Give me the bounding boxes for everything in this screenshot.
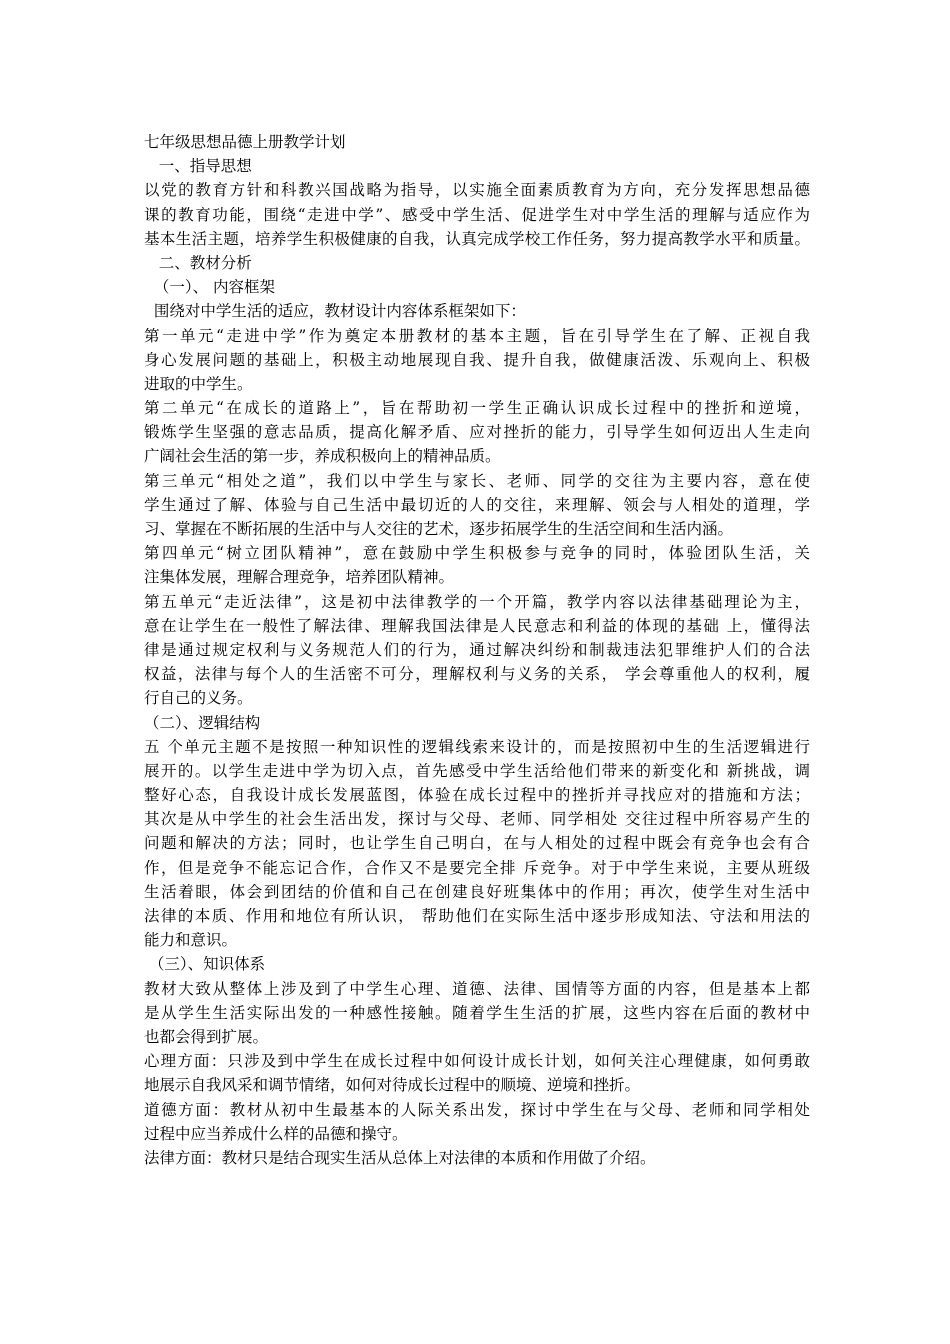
paragraph-line: 展开的。以学生走进中学为切入点，首先感受中学生活给他们带来的新变化和 新挑战，调 <box>144 761 810 780</box>
paragraph-line: 行自己的义务。 <box>144 689 253 708</box>
paragraph-line: 注集体发展，理解合理竞争，培养团队精神。 <box>144 568 455 587</box>
paragraph-line: 律是通过规定权利与义务规范人们的行为，通过解决纠纷和制裁违法犯罪维护人们的合法 <box>144 640 810 659</box>
paragraph-line: 作，但是竞争不能忘记合作，合作又不是要完全排 斥竞争。对于中学生来说，主要从班级 <box>144 858 810 877</box>
document-body <box>144 130 810 1170</box>
paragraph-line: 进取的中学生。 <box>144 374 253 393</box>
paragraph-line: 第三单元“相处之道”，我们以中学生与家长、老师、同学的交往为主要内容，意在使 <box>144 471 810 490</box>
paragraph-line: 五 个单元主题不是按照一种知识性的逻辑线索来设计的，而是按照初中生的生活逻辑进行 <box>144 737 810 756</box>
paragraph-line: 生活着眼，体会到团结的价值和自己在创建良好班集体中的作用；再次，使学生对生活中 <box>144 882 810 901</box>
paragraph-line: 权益，法律与每个人的生活密不可分，理解权利与义务的关系， 学会尊重他人的权利，履 <box>144 665 810 684</box>
paragraph-line: 心理方面：只涉及到中学生在成长过程中如何设计成长计划，如何关注心理健康，如何勇敢 <box>144 1052 810 1071</box>
paragraph-line: 意在让学生在一般性了解法律、理解我国法律是人民意志和利益的体现的基础 上，懂得法 <box>144 616 810 635</box>
section-heading: 二、教材分析 <box>144 253 252 272</box>
document-title: 七年级思想品德上册教学计划 <box>144 133 346 151</box>
paragraph-line: 问题和解决的方法；同时，也让学生自己明白，在与人相处的过程中既会有竞争也会有合 <box>144 834 810 853</box>
paragraph-line: 锻炼学生坚强的意志品质，提高化解矛盾、应对挫折的能力，引导学生如何迈出人生走向 <box>144 423 810 442</box>
paragraph-line: 第一单元“走进中学”作为奠定本册教材的基本主题，旨在引导学生在了解、正视自我 <box>144 326 810 345</box>
paragraph-line: 是从学生生活实际出发的一种感性接触。随着学生生活的扩展，这些内容在后面的教材中 <box>144 1003 810 1022</box>
paragraph-line: 其次是从中学生的社会生活出发，探讨与父母、老师、同学相处 交往过程中所容易产生的 <box>144 810 810 829</box>
subsection-heading: （三）、知识体系 <box>144 955 266 974</box>
paragraph-line: 也都会得到扩展。 <box>144 1027 269 1046</box>
paragraph-line: 广阔社会生活的第一步，养成积极向上的精神品质。 <box>144 447 501 466</box>
paragraph-line: 能力和意识。 <box>144 931 238 950</box>
paragraph-line: 整好心态，自我设计成长发展蓝图，体验在成长过程中的挫折并寻找应对的措施和方法； <box>144 786 810 805</box>
paragraph-line: 身心发展问题的基础上，积极主动地展现自我、提升自我，做健康活泼、乐观向上、积极 <box>144 350 810 369</box>
section-heading: 一、指导思想 <box>144 157 252 176</box>
paragraph-line: 法律方面：教材只是结合现实生活从总体上对法律的本质和作用做了介绍。 <box>144 1148 656 1167</box>
paragraph-line: 地展示自我风采和调节情绪，如何对待成长过程中的顺境、逆境和挫折。 <box>144 1076 641 1095</box>
paragraph-line: 习、掌握在不断拓展的生活中与人交往的艺术，逐步拓展学生的生活空间和生活内涵。 <box>144 520 734 538</box>
paragraph-line: 第二单元“在成长的道路上”，旨在帮助初一学生正确认识成长过程中的挫折和逆境， <box>144 399 810 418</box>
paragraph-line: 第四单元“树立团队精神”，意在鼓励中学生积极参与竞争的同时，体验团队生活，关 <box>144 544 810 563</box>
subsection-heading: （一）、 内容框架 <box>144 278 276 297</box>
paragraph-line: 基本生活主题，培养学生积极健康的自我，认真完成学校工作任务，努力提高教学水平和质量。 <box>144 229 810 248</box>
paragraph-line: 法律的本质、作用和地位有所认识， 帮助他们在实际生活中逐步形成知法、守法和用法的 <box>144 907 810 925</box>
paragraph-line: 道德方面：教材从初中生最基本的人际关系出发，探讨中学生在与父母、老师和同学相处 <box>144 1100 810 1119</box>
paragraph-line: 过程中应当养成什么样的品德和操守。 <box>144 1124 408 1143</box>
paragraph-line: 课的教育功能，围绕“走进中学”、感受中学生活、促进学生对中学生活的理解与适应作为 <box>144 205 810 224</box>
subsection-heading: （二）、逻辑结构 <box>144 713 261 732</box>
paragraph-line: 学生通过了解、体验与自己生活中最切近的人的交往，来理解、领会与人相处的道理，学 <box>144 495 810 514</box>
paragraph-line: 以党的教育方针和科教兴国战略为指导，以实施全面素质教育为方向，充分发挥思想品德 <box>144 181 810 200</box>
paragraph-line: 围绕对中学生活的适应，教材设计内容体系框架如下： <box>144 302 526 321</box>
paragraph-line: 第五单元“走近法律”，这是初中法律教学的一个开篇，教学内容以法律基础理论为主， <box>144 592 810 611</box>
paragraph-line: 教材大致从整体上涉及到了中学生心理、道德、法律、国情等方面的内容，但是基本上都 <box>144 979 810 998</box>
